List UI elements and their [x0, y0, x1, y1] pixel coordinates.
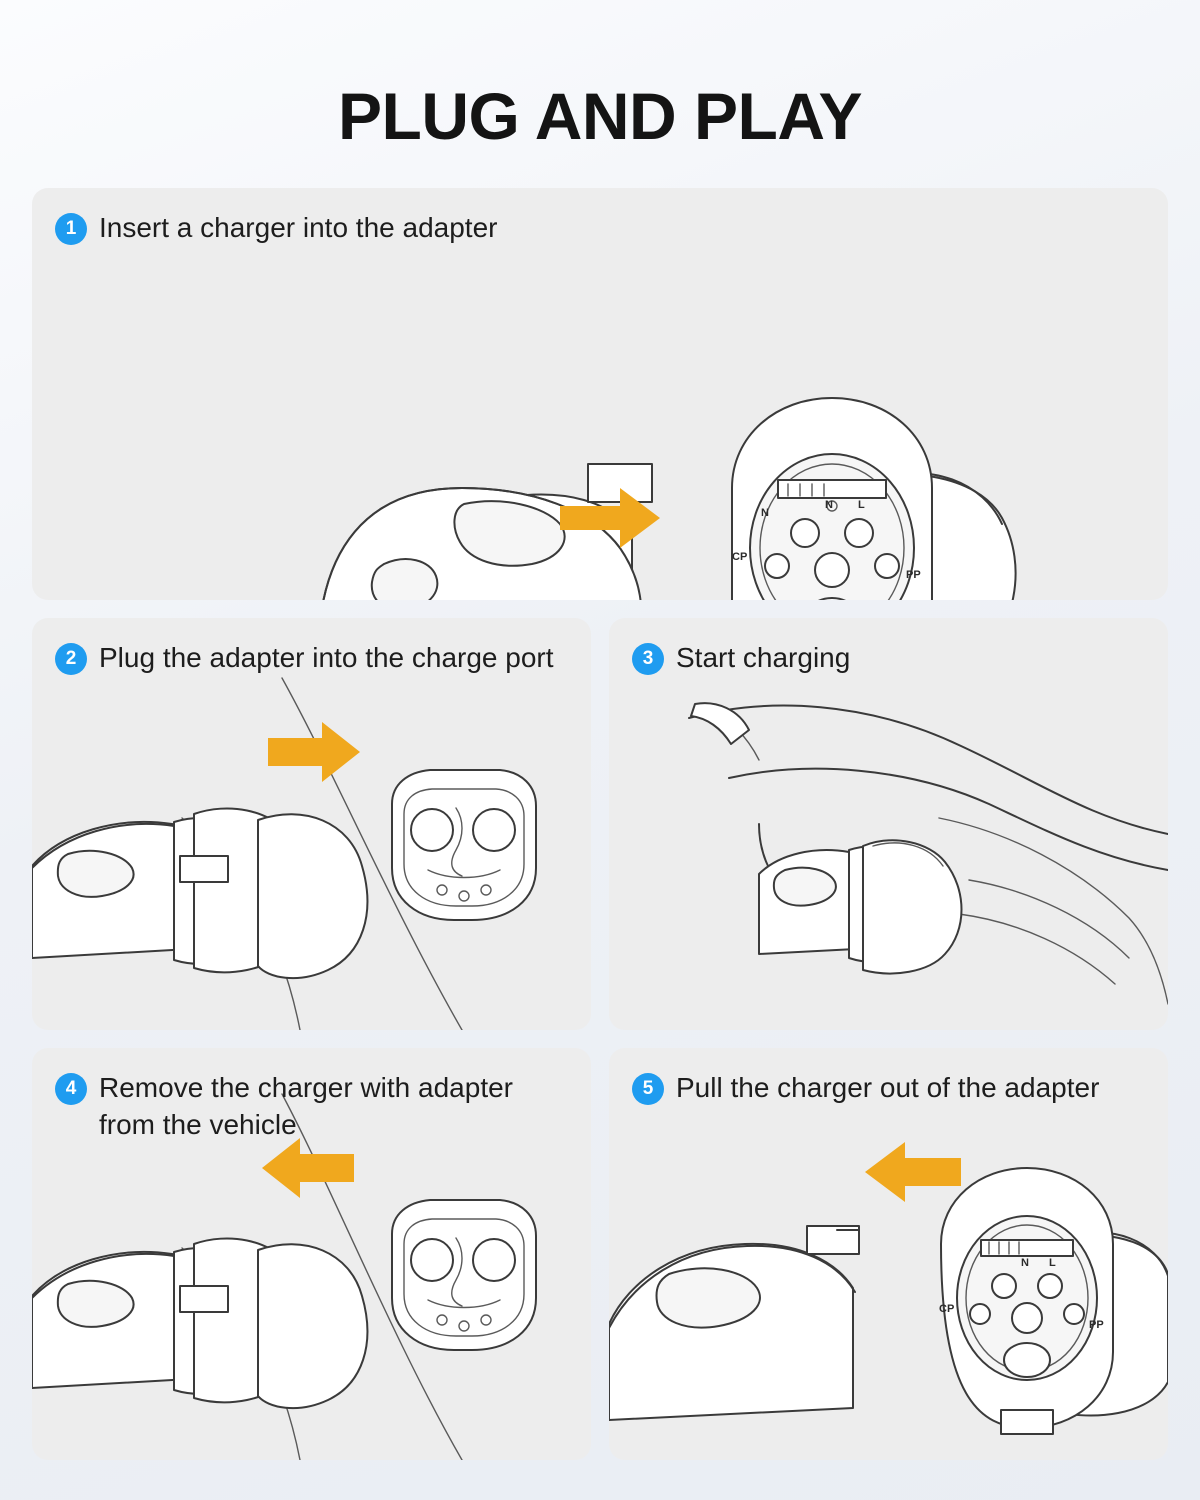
step-panel-2	[32, 618, 591, 1030]
steps-grid	[32, 188, 1168, 1460]
steps-row-2	[32, 618, 1168, 1030]
step-4-header	[32, 1048, 591, 1144]
step-3-illustration	[609, 618, 1168, 1030]
step-2-header	[32, 618, 591, 677]
step-number-badge: 5	[633, 1074, 663, 1104]
step-5-illustration	[609, 1048, 1168, 1460]
arrow-left-icon	[865, 1142, 961, 1202]
svg-text:N: N	[825, 499, 833, 511]
step-number-badge: 3	[633, 644, 663, 674]
svg-text:N: N	[1021, 1257, 1029, 1269]
step-label: Start charging	[676, 642, 851, 673]
step-panel-1	[32, 188, 1168, 600]
pin-label-PP: PP	[906, 569, 921, 581]
step-panel-4	[32, 1048, 591, 1460]
step-label: Pull the charger out of the adapter	[676, 1072, 1100, 1103]
arrow-right-icon	[268, 722, 360, 782]
steps-row-3	[32, 1048, 1168, 1460]
step-5-header	[609, 1048, 1168, 1107]
step-number-badge: 2	[56, 644, 86, 674]
step-3-header	[609, 618, 1168, 677]
step-label: Plug the adapter into the charge port	[99, 642, 554, 673]
step-1-header	[32, 188, 1168, 247]
pin-label-PP: PP	[1089, 1319, 1104, 1331]
svg-text:L: L	[858, 499, 865, 511]
step-label: Remove the charger with adapter from the vehicle	[99, 1072, 513, 1140]
step-1-illustration	[32, 188, 1168, 600]
pin-label-CP: CP	[939, 1303, 955, 1315]
step-panel-3	[609, 618, 1168, 1030]
step-number-badge: 4	[56, 1074, 86, 1104]
step-panel-5	[609, 1048, 1168, 1460]
pin-label-N: N	[761, 507, 769, 519]
step-number-badge: 1	[56, 214, 86, 244]
step-label: Insert a charger into the adapter	[99, 212, 498, 243]
pin-label-CP: CP	[732, 551, 748, 563]
step-2-illustration	[32, 618, 591, 1030]
page-title: PLUG AND PLAY	[337, 79, 862, 153]
svg-text:L: L	[1049, 1257, 1056, 1269]
steps-row-1	[32, 188, 1168, 600]
